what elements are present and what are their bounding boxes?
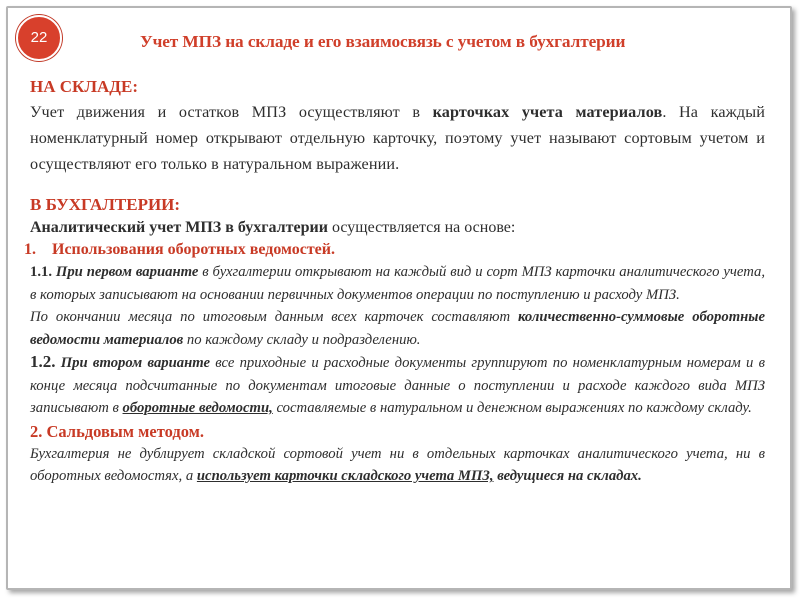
month-end-text-bold: количественно-суммовые оборотные ведомости материалов: [30, 309, 765, 348]
warehouse-text-a: Учет движения и остатков МПЗ осуществляют в: [30, 103, 433, 121]
balance-method-paragraph: [30, 443, 765, 488]
balance-method-text-c: ведущиеся на складах.: [493, 468, 642, 484]
month-end-text-a: По окончании месяца по итоговым данным всех карточек составляют: [30, 309, 518, 325]
warehouse-text-c: . На каждый номенклатурный номер открывают отдельную карточку, поэтому учет называют сортовым учетом и осуществляют его только в натуральном выражении.: [30, 103, 765, 173]
month-end-text-c: по каждому складу и подразделению.: [183, 331, 421, 348]
slide-number-badge: 22: [16, 15, 62, 61]
variant-2-number: 1.2.: [30, 352, 56, 371]
warehouse-heading: НА СКЛАДЕ:: [30, 77, 138, 96]
variant-1-number: 1.1.: [30, 264, 53, 280]
variant-1-text: в бухгалтерии открывают на каждый вид и сорт МПЗ карточки аналитического учета, в которых записывают на основании первичных документов операции по поступлению и расходу МПЗ.: [30, 264, 765, 303]
slide-content: [24, 75, 766, 488]
list-item-1: [24, 239, 765, 261]
variant-2-text-a: все приходные и расходные документы группируют по номенклатурным номерам и в конце месяца подсчитанные по документам итоговые данные о поступлении и расходе каждого вида МПЗ записывают в: [30, 355, 766, 416]
month-end-paragraph: [30, 306, 765, 351]
warehouse-text-bold: карточках учета материалов: [432, 103, 663, 121]
accounting-intro: [30, 217, 765, 239]
variant-1-paragraph: [30, 261, 765, 306]
balance-method-text-a: Бухгалтерия не дублирует складской сортовой учет ни в отдельных карточках аналитического учета, ни в оборотных ведомостях, а: [30, 445, 765, 484]
list-item-2: 2. Сальдовым методом.: [30, 421, 205, 441]
warehouse-paragraph: [30, 99, 765, 177]
variant-2-text-c: составляемые в натуральном и денежном выражениях по каждому складу.: [272, 400, 752, 416]
variant-1-bold: При первом варианте: [52, 264, 199, 280]
list-item-1-label: Использования оборотных ведомостей.: [52, 241, 335, 258]
variant-2-paragraph: [30, 351, 765, 420]
slide-title: Учет МПЗ на складе и его взаимосвязь с учетом в бухгалтерии: [140, 32, 626, 51]
list-item-1-number: 1.: [24, 241, 36, 258]
variant-2-text-underlined: оборотные ведомости,: [122, 400, 273, 416]
variant-2-bold: При втором варианте: [55, 355, 211, 371]
accounting-intro-bold: Аналитический учет МПЗ в бухгалтерии: [30, 219, 328, 236]
accounting-heading: В БУХГАЛТЕРИИ:: [30, 195, 181, 214]
accounting-intro-rest: осуществляется на основе:: [327, 219, 516, 236]
balance-method-text-underlined: использует карточки складского учета МПЗ,: [196, 468, 494, 484]
